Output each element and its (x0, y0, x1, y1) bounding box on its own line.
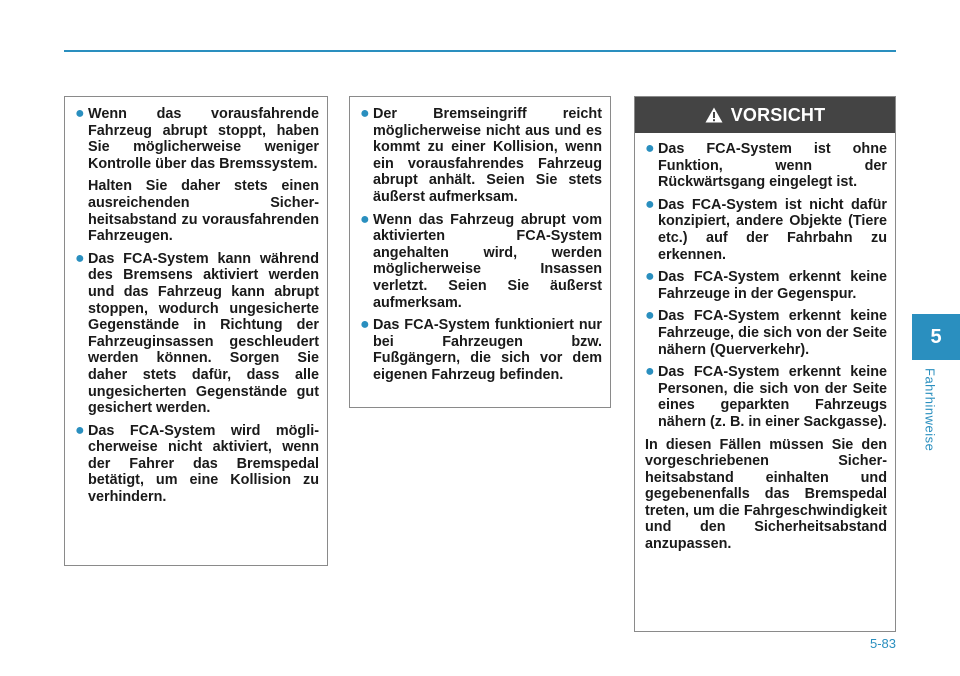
bullet-icon: ● (75, 105, 85, 122)
chapter-tab (912, 314, 960, 360)
warning-box (634, 96, 896, 632)
bullet-icon: ● (645, 268, 655, 286)
list-item: ● Das FCA-System ist ohne Funktion, wenn der Rückwärtsgang eingelegt ist. (645, 140, 887, 191)
warning-header (635, 97, 895, 133)
left-text-box (64, 96, 328, 566)
bullet-icon: ● (645, 363, 655, 381)
page-number: 5-83 (869, 636, 896, 651)
list-item: ● Das FCA-System ist nicht dafür konzipiert, andere Objekte (Tiere etc.) auf der Fahrbahn zu erkennen. (645, 195, 887, 263)
bullet-icon: ● (360, 210, 370, 228)
bullet-icon: ● (360, 316, 370, 334)
bullet-icon: ● (645, 195, 655, 213)
bullet-icon: ● (75, 421, 85, 439)
list-item: ● Wenn das Fahrzeug abrupt vom aktivierten FCA-System angehalten wird, werden möglicherweise Insassen verletzt. Seien Sie äußerst aufmerksam. (360, 210, 602, 311)
list-item: ● Wenn das vorausfahrende Fahrzeug abrupt stoppt, haben Sie möglicherweise weniger Kontrolle über das Bremssystem. (75, 105, 319, 172)
list-item-continuation: Halten Sie daher stets einen ausreichenden Sicherheitsabstand zu vorausfahrenden Fahrzeugen. (88, 178, 319, 245)
bullet-icon: ● (75, 249, 85, 267)
middle-text-box (349, 96, 611, 408)
warning-body (635, 133, 895, 553)
list-item: ● Der Bremseingriff reicht möglicherweise nicht aus und es kommt zu einer Kollision, wenn ein vorausfahrendes Fahrzeug abrupt anhält. Seien Sie stets äußerst aufmerksam. (360, 105, 602, 205)
list-item: ● Das FCA-System funktioniert nur bei Fahrzeugen bzw. Fußgängern, die sich vor dem eigenen Fahrzeug befinden. (360, 316, 602, 383)
list-item: ● Das FCA-System erkennt keine Fahrzeuge, die sich von der Seite nähern (Querverkehr). (645, 307, 887, 358)
list-item: ● Das FCA-System erkennt keine Fahrzeuge in der Gegenspur. (645, 268, 887, 302)
chapter-number: 5 (930, 325, 942, 348)
bullet-icon: ● (645, 140, 655, 157)
list-item: ● Das FCA-System kann während des Bremsens aktiviert werden und das Fahrzeug kann abrupt stoppen, wodurch ungesicherte Gegenstände in Richtung der Fahrzeuginsassen geschleudert werden können. Sorgen Sie daher stets dafür, dass alle ungesicherten Gegenstände gut gesichert werden. (75, 249, 319, 417)
bullet-icon: ● (645, 307, 655, 325)
list-item: ● Das FCA-System wird möglicherweise nicht aktiviert, wenn der Fahrer das Bremspedal betätigt, um eine Kollision zu verhindern. (75, 421, 319, 506)
top-rule (64, 50, 896, 52)
warning-triangle-icon (705, 107, 723, 123)
list-item: ● Das FCA-System erkennt keine Personen, die sich von der Seite eines geparkten Fahrzeugs nähern (z. B. in einer Sackgasse). (645, 363, 887, 430)
chapter-title: Fahrhinweise (922, 368, 938, 452)
bullet-icon: ● (360, 105, 370, 122)
warning-closing-paragraph: In diesen Fällen müssen Sie den vorgeschriebenen Sicherheitsabstand einhalten und gegebenenfalls das Bremspedal treten, um die Fahrgeschwindigkeit und den Sicherheitsabstand anzupassen. (645, 436, 887, 553)
warning-title: VORSICHT (730, 104, 826, 125)
